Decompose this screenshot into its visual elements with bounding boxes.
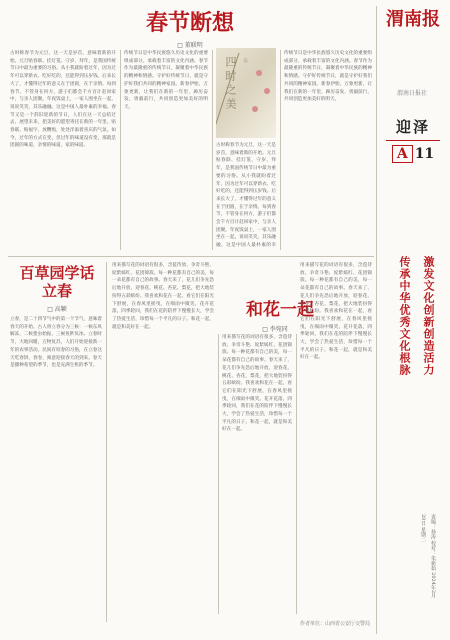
slogan-innovation: 激发文化创新创造活力 xyxy=(422,256,435,376)
article3-body-col1: 用来描写花的词语有很多，含苞待放、争奇斗艳、姹紫嫣红、花团锦簇。每一种花都有自己的美，每一朵花都有自己的故事。春天来了，花儿们争先恐后地开放，迎春花、桃花、杏花、梨花，把大地装扮得五彩缤纷。我喜欢和花在一起，看它们在阳光下舒展，在春风里摇曳，在细雨中微笑。花开花落，四季轮回，我们在花的陪伴下慢慢长大，学会了热爱生活，珍惜每一个平凡的日子。和花一起，就是和美好在一起。 xyxy=(112,263,214,330)
masthead-rule xyxy=(386,140,440,141)
masthead-divider xyxy=(376,6,377,634)
column-divider xyxy=(212,50,213,250)
column-divider xyxy=(218,334,219,614)
masthead xyxy=(380,6,446,634)
column-divider xyxy=(106,262,107,622)
article1-body-col4: 传统节日是中华民族悠久历史文化的重要组成部分，承载着丰富的文化内涵。春节作为最隆重的传统节日，凝聚着中华民族的精神和情感。守护好传统节日，就是守护好我们共同的精神家园。新春伊始，万象更新，让我们在新的一年里，踔厉奋发，勇毅前行，共同创造更加美好的明天。 xyxy=(284,51,372,103)
article3-title: 和花一起 xyxy=(246,300,314,320)
article2-title: 百草园学话立春 xyxy=(19,264,95,300)
page-letter: A xyxy=(392,145,413,163)
section-divider xyxy=(8,256,374,257)
column-divider xyxy=(120,50,121,250)
article1-photo xyxy=(216,48,276,138)
article1-title: 春节断想 xyxy=(145,10,234,36)
article1-byline: □ 董联明 xyxy=(177,42,203,49)
publisher-name: 渭南日报社 xyxy=(396,90,427,97)
article3-byline: □ 李宛同 xyxy=(262,326,288,333)
page-num: 11 xyxy=(414,146,435,162)
blossom-icon xyxy=(252,106,258,112)
photo-title: 四时之美 xyxy=(224,56,237,112)
section-name: 迎泽 xyxy=(395,118,430,136)
page-credits: 责编：孙涛 校对：朱新茹 2024年2月20日 星期二 xyxy=(420,514,436,599)
article1-body-col1: 古时称春节为元旦，这一天是岁首，意味着新的开始。元旦贴春联、挂灯笼、守岁、拜年，是我国传统节日中最为重要的习俗。从小我就盼着过年，因为过年可以穿新衣、吃好吃的，还能得到压岁钱。后来长大了，才懂得过年的意义在于团圆，在于亲情。每到春节，不管身在何方，游子们都会千方百计赶回家中，与亲人团聚。年夜饭桌上，一家人围坐在一起，说说笑笑，其乐融融。这是中国人最朴素的幸福。春节又是一个辞旧迎新的节日，人们在这一天总结过去，展望未来，把美好的愿望寄托在新的一年里。贴春联、贴福字、放鞭炮，处处洋溢着喜庆的气氛。如今，过年的方式在变，但过年的味道没有变，那就是团圆的味道，亲情的味道，家的味道。 xyxy=(10,51,116,149)
article1-body-col2: 传统节日是中华民族悠久历史文化的重要组成部分，承载着丰富的文化内涵。春节作为最隆重的传统节日，凝聚着中华民族的精神和情感。守护好传统节日，就是守护好我们共同的精神家园。新春伊始，万象更新，让我们在新的一年里，踔厉奋发，勇毅前行，共同创造更加美好的明天。 xyxy=(124,51,208,110)
column-divider xyxy=(296,334,297,614)
photo-subtitle: 春 xyxy=(242,58,248,63)
article3-body-col3: 用来描写花的词语有很多，含苞待放、争奇斗艳、姹紫嫣红、花团锦簇。每一种花都有自己的美，每一朵花都有自己的故事。春天来了，花儿们争先恐后地开放，迎春花、桃花、杏花、梨花，把大地装扮得五彩缤纷。我喜欢和花在一起，看它们在阳光下舒展，在春风里摇曳，在细雨中微笑。花开花落，四季轮回，我们在花的陪伴下慢慢长大，学会了热爱生活，珍惜每一个平凡的日子。和花一起，就是和美好在一起。 xyxy=(300,263,372,361)
column-divider xyxy=(280,50,281,250)
article2-body: 立春，是二十四节气中的第一个节气，意味着春天的开始。古人将立春分为三候：一候东风解冻，二候蛰虫始振，三候鱼陟负冰。立春时节，大地回暖，万物复苏，人们开始迎接新一年的农事活动。民间有咬春的习俗，在立春这天吃春饼、春卷，寓意迎接春天的到来。春天是播种希望的季节，也是充满生机的季节。 xyxy=(10,317,102,369)
author-affiliation: 作者单位：山西省公安厅交警局 xyxy=(300,621,371,627)
newspaper-title: 渭南报 xyxy=(386,9,440,30)
article1-body-col3: 古时称春节为元旦，这一天是岁首，意味着新的开始。元旦贴春联、挂灯笼、守岁、拜年，是我国传统节日中最为重要的习俗。从小我就盼着过年，因为过年可以穿新衣、吃好吃的，还能得到压岁钱。后来长大了，才懂得过年的意义在于团圆，在于亲情。每到春节，不管身在何方，游子们都会千方百计赶回家中，与亲人团聚。年夜饭桌上，一家人围坐在一起，说说笑笑，其乐融融。这是中国人最朴素的幸 xyxy=(216,143,276,249)
blossom-icon xyxy=(256,70,262,76)
article2-byline: □ 高颖 xyxy=(47,306,67,313)
blossom-icon xyxy=(264,88,270,94)
article3-body-col2: 用来描写花的词语有很多，含苞待放、争奇斗艳、姹紫嫣红、花团锦簇。每一种花都有自己的美，每一朵花都有自己的故事。春天来了，花儿们争先恐后地开放，迎春花、桃花、杏花、梨花，把大地装扮得五彩缤纷。我喜欢和花在一起，看它们在阳光下舒展，在春风里摇曳，在细雨中微笑。花开花落，四季轮回，我们在花的陪伴下慢慢长大，学会了热爱生活，珍惜每一个平凡的日子。和花一起，就是和美好在一起。 xyxy=(222,335,292,433)
page-number xyxy=(386,146,440,162)
slogan-heritage: 传承中华优秀文化根脉 xyxy=(398,256,411,376)
